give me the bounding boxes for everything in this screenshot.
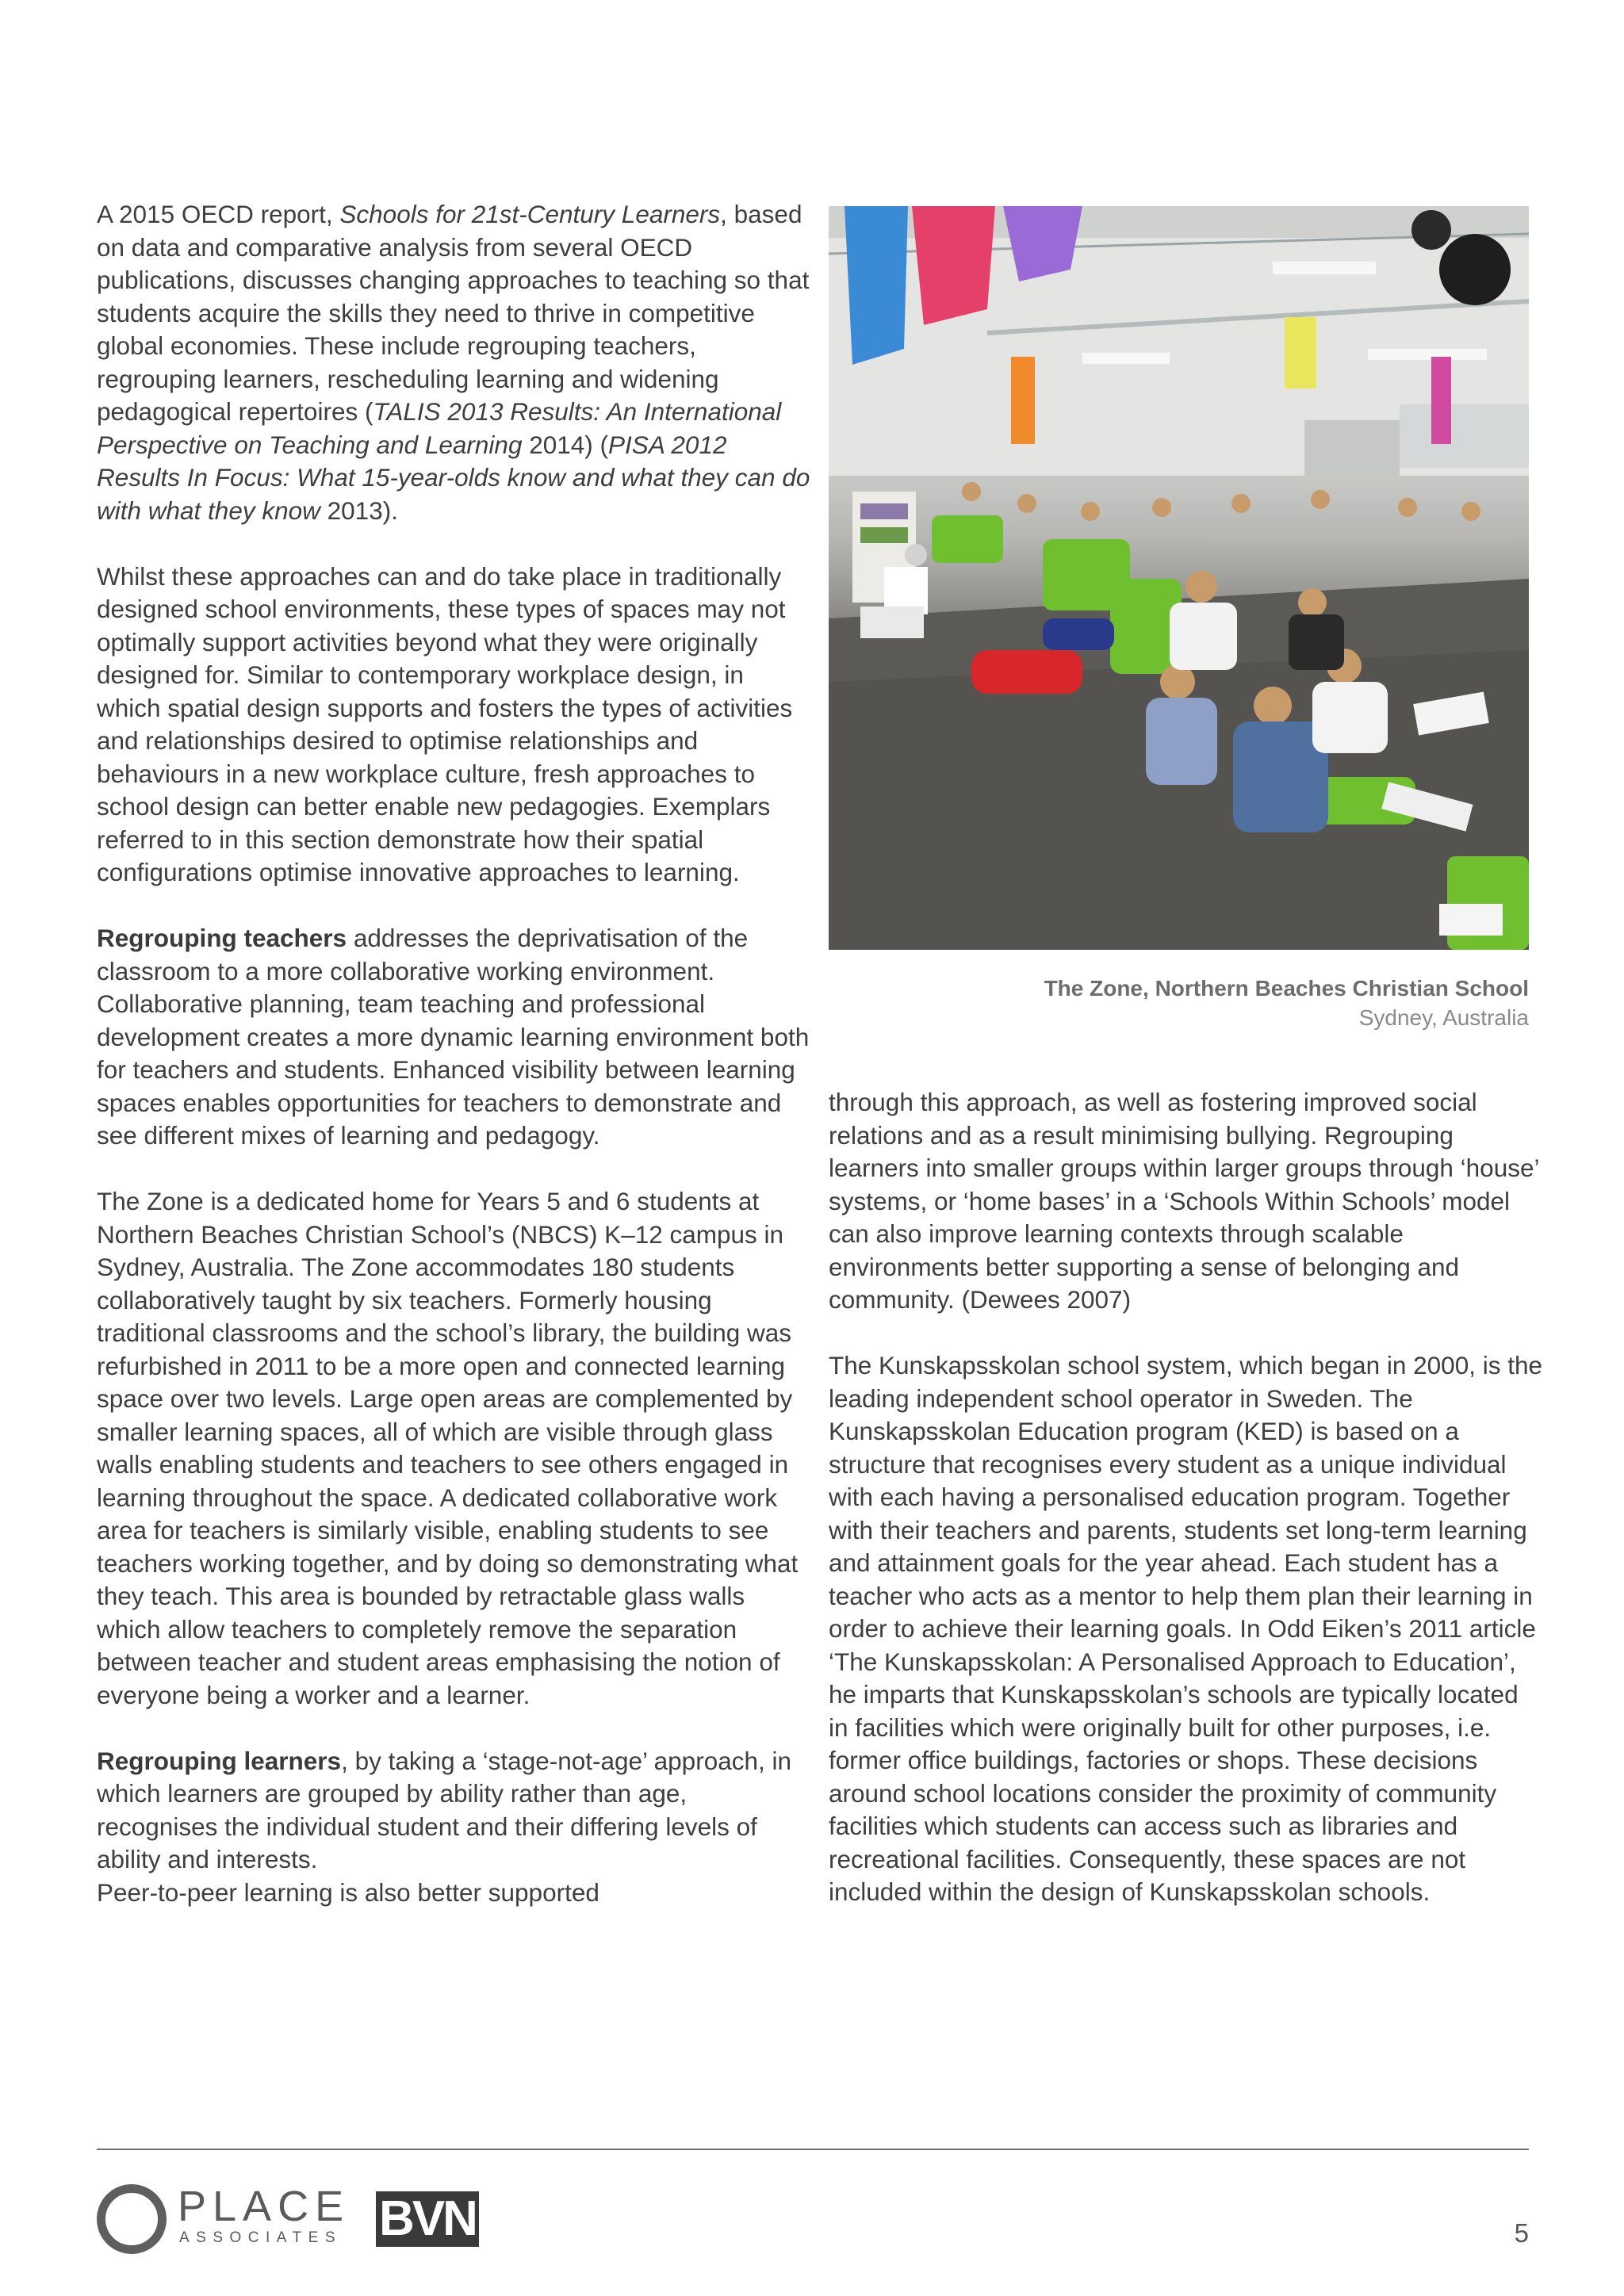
regrouping-teachers-paragraph <box>97 922 810 1153</box>
caption-title: The Zone, Northern Beaches Christian School <box>1044 976 1529 1001</box>
footer-divider <box>97 2149 1529 2150</box>
peer-learning-continued-paragraph: through this approach, as well as fostering improved social relations and as a result minimising bullying. Regrouping learners into smaller groups within larger groups through ‘house’ systems, or ‘home bases’ in a ‘Schools Within Schools’ model can also improve learning contexts through scalable environments better supporting a sense of belonging and community. (Dewees 2007) <box>829 1088 1539 1314</box>
bvn-logo: BVN <box>376 2191 479 2247</box>
report-title: Schools for 21st-Century Learners <box>339 200 721 228</box>
regrouping-learners-text: , by taking a ‘stage-not-age’ approach, in which learners are grouped by ability rather than age, recognises the individual student and their differing levels of ability and interests. <box>97 1746 792 1873</box>
intro-text-2: , based on data and comparative analysis from several OECD publications, discusses changing approaches to teaching so that students acquire the skills they need to thrive in competitive global economies. These include regrouping teachers, regrouping learners, rescheduling learning and widening pedagogical repertoires ( <box>97 200 810 426</box>
place-associates-logo <box>97 2182 350 2253</box>
regrouping-teachers-text: addresses the deprivatisation of the classroom to a more collaborative working environment. Collaborative planning, team teaching and professional development creates a more dynamic learning environment both for teachers and students. Enhanced visibility between learning spaces enables opportunities for teachers to demonstrate and see different mixes of learning and pedagogy. <box>97 924 810 1150</box>
intro-text-4: 2013). <box>320 496 398 525</box>
kunskapsskolan-paragraph: The Kunskapsskolan school system, which began in 2000, is the leading independent school operator in Sweden. The Kunskapsskolan Education program (KED) is based on a structure that recognises every student as a unique individual with each having a personalised education program. Together with their teachers and parents, students set long-term learning and attainment goals for the year ahead. Each student has a teacher who acts as a mentor to help them plan their learning in order to achieve their learning goals. In Odd Eiken’s 2011 article ‘The Kunskapsskolan: A Personalised Approach to Education’, he imparts that Kunskapsskolan’s schools are typically located in facilities which were originally built for other purposes, i.e. former office buildings, factories or shops. These decisions around school locations consider the proximity of community facilities which students can access such as libraries and recreational facilities. Consequently, these spaces are not included within the design of Kunskapsskolan schools. <box>829 1351 1543 1906</box>
place-ring-icon <box>97 2184 167 2254</box>
classroom-photo-illustration <box>829 206 1529 950</box>
peer-learning-text: Peer-to-peer learning is also better supported <box>97 1877 599 1907</box>
left-text-column <box>97 198 810 1942</box>
classroom-photo <box>829 206 1529 950</box>
intro-text-3: 2014) ( <box>522 430 609 459</box>
photo-caption <box>829 974 1529 1032</box>
regrouping-learners-heading: Regrouping learners <box>97 1746 342 1775</box>
page-number: 5 <box>1514 2218 1529 2248</box>
zone-paragraph: The Zone is a dedicated home for Years 5 and 6 students at Northern Beaches Christian School’s (NBCS) K–12 campus in Sydney, Australia. The Zone accommodates 180 students collaboratively taught by six teachers. Formerly housing traditional classrooms and the school’s library, the building was refurbished in 2011 to be a more open and connected learning space over two levels. Large open areas are complemented by smaller learning spaces, all of which are visible through glass walls enabling students and teachers to see others engaged in learning throughout the space. A dedicated collaborative work area for teachers is similarly visible, enabling students to see teachers working together, and by doing so demonstrating what they teach. This area is bounded by retractable glass walls which allow teachers to completely remove the separation between teacher and student areas emphasising the notion of everyone being a worker and a learner. <box>97 1187 799 1709</box>
approaches-paragraph: Whilst these approaches can and do take place in traditionally designed school environments, these types of spaces may not optimally support activities beyond what they were originally designed for. Similar to contemporary workplace design, in which spatial design supports and fosters the types of activities and relationships desired to optimise relationships and behaviours in a new workplace culture, fresh approaches to school design can better enable new pedagogies. Exemplars referred to in this section demonstrate how their spatial configurations optimise innovative approaches to learning. <box>97 561 793 886</box>
place-logo-word: PLACE <box>178 2183 350 2230</box>
intro-paragraph <box>97 198 810 527</box>
talis-title: TALIS 2013 Results: An International Perspective on Teaching and Learning <box>97 397 782 459</box>
pisa-title: PISA 2012 Results In Focus: What 15-year-olds know and what they can do with what they know <box>97 430 810 525</box>
intro-text-1: A 2015 OECD report, <box>97 200 340 228</box>
right-text-column <box>829 1086 1542 1942</box>
regrouping-teachers-heading: Regrouping teachers <box>97 924 347 952</box>
caption-location: Sydney, Australia <box>1358 1005 1529 1030</box>
regrouping-learners-paragraph <box>97 1745 810 1910</box>
place-logo-subword: ASSOCIATES <box>179 2229 343 2246</box>
